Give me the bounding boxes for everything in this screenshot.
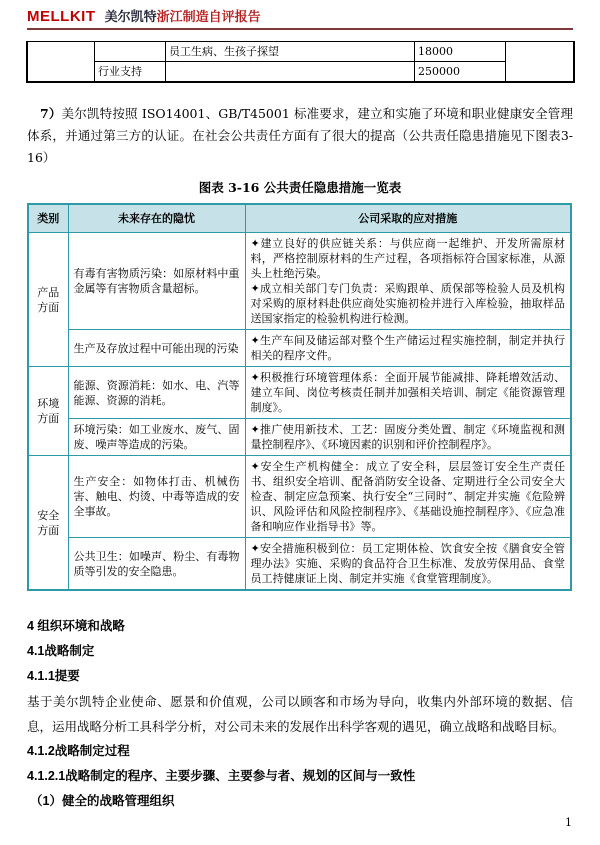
concern-cell: 有毒有害物质污染：如原材料中重金属等有害物质含量超标。 (68, 233, 245, 330)
item-cell: 员工生病、生孩子探望 (166, 42, 415, 62)
concern-cell: 公共卫生：如噪声、粉尘、有毒物质等引发的安全隐患。 (68, 538, 245, 591)
table-row (28, 233, 571, 330)
strategy-sections (27, 613, 573, 814)
empty-cell (27, 42, 95, 83)
measure-item: ✦安全措施积极到位：员工定期体检、饮食安全按《膳食安全管理办法》实施、采购的食品符合卫生标准、发放劳保用品、食堂员工持健康证上岗、制定并实施《食堂管理制度》。 (250, 542, 565, 585)
brand-name: 美尔凯特 (104, 10, 157, 25)
page-number: 1 (565, 816, 572, 829)
table-row (27, 62, 574, 83)
paragraph-number: 7） (40, 106, 62, 121)
measure-cell (245, 233, 571, 330)
heading-4: 4 组织环境和战略 (27, 619, 125, 633)
empty-cell (506, 42, 575, 83)
category-product: 产品方面 (28, 233, 68, 367)
heading-4-1-2: 4.1.2战略制定过程 (27, 744, 130, 758)
paragraph-4-1-1: 基于美尔凯特企业使命、愿景和价值观，公司以顾客和市场为导向，收集内外部环境的数据、信息，运用战略分析工具科学分析，对公司未来的发展作出科学客观的遇见，确立战略和战略目标。 (27, 694, 573, 734)
category-safety: 安全方面 (28, 456, 68, 591)
category-cell (95, 42, 166, 62)
table-row (27, 42, 574, 62)
header-rule (27, 28, 573, 30)
category-cell: 行业支持 (95, 62, 166, 83)
report-title: 浙江制造自评报告 (156, 10, 261, 25)
amount-cell: 250000 (415, 62, 506, 83)
amount-cell: 18000 (415, 42, 506, 62)
table-row (28, 419, 571, 456)
heading-4-1-2-1: 4.1.2.1战略制定的程序、主要步骤、主要参与者、规划的区间与一致性 (27, 769, 416, 783)
measure-cell (245, 419, 571, 456)
header-measure: 公司采取的应对措施 (245, 204, 571, 233)
measure-item: ✦积极推行环境管理体系：全面开展节能减排、降耗增效活动、建立车间、岗位考核责任制并加强相关培训、制定《能资源管理制度》。 (250, 371, 565, 414)
measure-cell (245, 367, 571, 419)
paragraph-7 (27, 103, 573, 169)
measure-cell (245, 330, 571, 367)
measure-item: ✦成立相关部门专门负责：采购跟单、质保部等检验人员及机构对采购的原材料赴供应商处实施初检并进行入库检验，抽取样品送国家指定的检验机构进行检测。 (250, 282, 565, 325)
header-category: 类别 (28, 204, 68, 233)
measure-item: ✦推广使用新技术、工艺：固废分类处置、制定《环境监视和测量控制程序》、《环境因素的识别和评价控制程序》。 (250, 423, 565, 451)
table-header-row (28, 204, 571, 233)
measure-cell (245, 538, 571, 591)
heading-4-1-1: 4.1.1提要 (27, 669, 80, 683)
header-concern: 未来存在的隐忧 (68, 204, 245, 233)
figure-title: 图表 3-16 公共责任隐患措施一览表 (198, 180, 402, 195)
paragraph-text: 美尔凯特按照 ISO14001、GB/T45001 标准要求，建立和实施了环境和职业健康安全管理体系，并通过第三方的认证。在社会公共责任方面有了很大的提高（公共责任隐患措施见下图表3-16） (27, 106, 573, 165)
table-row (28, 538, 571, 591)
measure-cell (245, 456, 571, 538)
concern-cell: 环境污染：如工业废水、废气、固废、噪声等造成的污染。 (68, 419, 245, 456)
table-row (28, 330, 571, 367)
measure-item: ✦生产车间及储运部对整个生产储运过程实施控制，制定并执行相关的程序文件。 (250, 334, 565, 362)
industry-support-table (26, 41, 575, 83)
table-row (28, 367, 571, 419)
brand-logo: MELLKIT (27, 8, 96, 25)
page-header (0, 0, 600, 25)
table-row (28, 456, 571, 538)
public-responsibility-table (27, 203, 572, 591)
heading-4-1: 4.1战略制定 (27, 644, 95, 658)
category-environment: 环境方面 (28, 367, 68, 456)
list-item-1: （1）健全的战略管理组织 (30, 794, 175, 808)
item-cell (166, 62, 415, 83)
concern-cell: 生产安全：如物体打击、机械伤害、触电、灼烫、中毒等造成的安全事故。 (68, 456, 245, 538)
measure-item: ✦建立良好的供应链关系：与供应商一起维护、开发所需原材料，严格控制原材料的生产过程，各项指标符合国家标准，从源头上杜绝污染。 (250, 237, 565, 280)
measure-item: ✦安全生产机构健全：成立了安全科，层层签订安全生产责任书、组织安全培训、配备消防安全设备、定期进行全公司安全大检查、制定应急预案、执行安全“三同时”、制定并实施《危险辨识、风险评估和风险控制程序》、《基础设施控制程序》、《应急准备和响应作业指导书》等。 (250, 460, 565, 533)
concern-cell: 生产及存放过程中可能出现的污染 (68, 330, 245, 367)
concern-cell: 能源、资源消耗：如水、电、汽等能源、资源的消耗。 (68, 367, 245, 419)
